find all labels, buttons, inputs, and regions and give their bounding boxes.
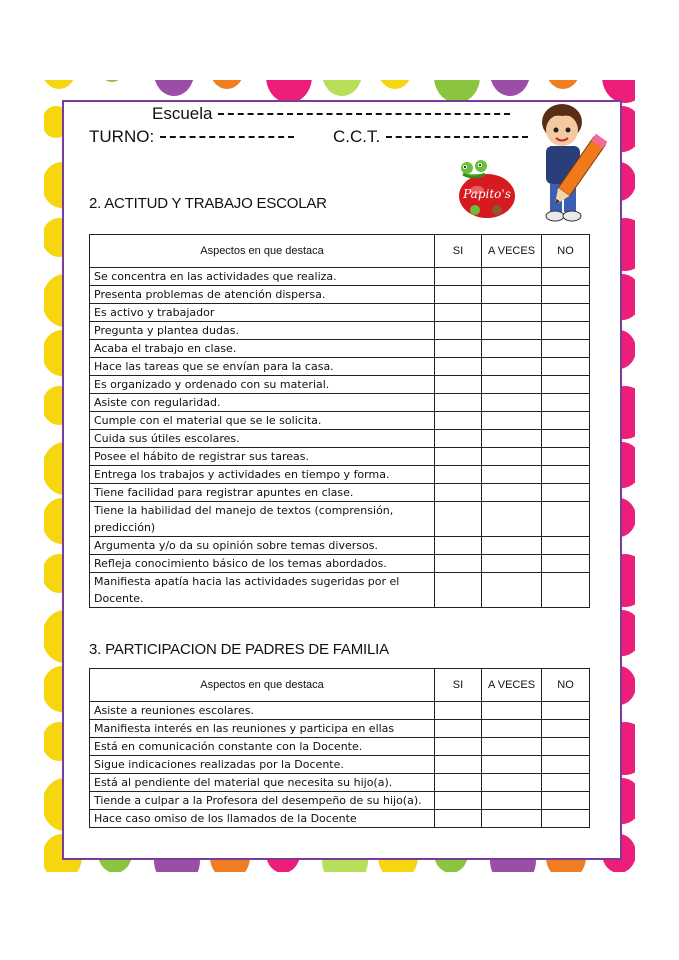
child-with-pencil-illustration [528, 100, 608, 230]
si-checkbox-cell[interactable] [435, 537, 482, 555]
no-checkbox-cell[interactable] [542, 502, 590, 537]
si-checkbox-cell[interactable] [435, 466, 482, 484]
shift-label: TURNO: [89, 127, 155, 146]
a-veces-checkbox-cell[interactable] [482, 412, 542, 430]
aspect-cell: Cuida sus útiles escolares. [90, 430, 435, 448]
table-row [90, 738, 590, 756]
decorative-dot [322, 80, 362, 96]
no-checkbox-cell[interactable] [542, 466, 590, 484]
no-checkbox-cell[interactable] [542, 573, 590, 608]
no-checkbox-cell[interactable] [542, 304, 590, 322]
table-row [90, 412, 590, 430]
table-row [90, 537, 590, 555]
aspect-cell: Está al pendiente del material que necesita su hijo(a). [90, 774, 435, 792]
decorative-dot [154, 80, 194, 96]
a-veces-checkbox-cell[interactable] [482, 376, 542, 394]
si-checkbox-cell[interactable] [435, 430, 482, 448]
a-veces-checkbox-cell[interactable] [482, 340, 542, 358]
table-row [90, 756, 590, 774]
decorative-dot [546, 80, 580, 89]
si-checkbox-cell[interactable] [435, 720, 482, 738]
si-checkbox-cell[interactable] [435, 394, 482, 412]
a-veces-checkbox-cell[interactable] [482, 430, 542, 448]
aspect-cell: Se concentra en las actividades que realiza. [90, 268, 435, 286]
table-row [90, 322, 590, 340]
table-row [90, 448, 590, 466]
col-si: SI [435, 235, 482, 268]
aspect-cell: Entrega los trabajos y actividades en tiempo y forma. [90, 466, 435, 484]
si-checkbox-cell[interactable] [435, 412, 482, 430]
table-row [90, 340, 590, 358]
shift-blank[interactable] [160, 136, 294, 138]
table-row [90, 394, 590, 412]
aspect-cell: Tiende a culpar a la Profesora del desempeño de su hijo(a). [90, 792, 435, 810]
no-checkbox-cell[interactable] [542, 738, 590, 756]
aspect-cell: Tiene la habilidad del manejo de textos (comprensión, predicción) [90, 502, 435, 537]
table-row [90, 702, 590, 720]
no-checkbox-cell[interactable] [542, 555, 590, 573]
no-checkbox-cell[interactable] [542, 340, 590, 358]
col-aspects: Aspectos en que destaca [90, 235, 435, 268]
aspect-cell: Asiste con regularidad. [90, 394, 435, 412]
si-checkbox-cell[interactable] [435, 286, 482, 304]
si-checkbox-cell[interactable] [435, 304, 482, 322]
no-checkbox-cell[interactable] [542, 774, 590, 792]
si-checkbox-cell[interactable] [435, 756, 482, 774]
a-veces-checkbox-cell[interactable] [482, 502, 542, 537]
si-checkbox-cell[interactable] [435, 358, 482, 376]
aspect-cell: Pregunta y plantea dudas. [90, 322, 435, 340]
table-row [90, 573, 590, 608]
aspect-cell: Tiene facilidad para registrar apuntes en clase. [90, 484, 435, 502]
col-no: NO [542, 235, 590, 268]
aspect-cell: Posee el hábito de registrar sus tareas. [90, 448, 435, 466]
aspect-cell: Hace las tareas que se envían para la casa. [90, 358, 435, 376]
a-veces-checkbox-cell[interactable] [482, 304, 542, 322]
no-checkbox-cell[interactable] [542, 286, 590, 304]
si-checkbox-cell[interactable] [435, 376, 482, 394]
no-checkbox-cell[interactable] [542, 484, 590, 502]
a-veces-checkbox-cell[interactable] [482, 358, 542, 376]
si-checkbox-cell[interactable] [435, 340, 482, 358]
cct-line [333, 127, 528, 147]
a-veces-checkbox-cell[interactable] [482, 810, 542, 828]
si-checkbox-cell[interactable] [435, 774, 482, 792]
table-row [90, 810, 590, 828]
attitude-checklist-table [89, 234, 590, 608]
si-checkbox-cell[interactable] [435, 322, 482, 340]
si-checkbox-cell[interactable] [435, 792, 482, 810]
table-row [90, 358, 590, 376]
cct-blank[interactable] [386, 136, 528, 138]
table-row [90, 502, 590, 537]
table-header-row [90, 235, 590, 268]
a-veces-checkbox-cell[interactable] [482, 573, 542, 608]
a-veces-checkbox-cell[interactable] [482, 720, 542, 738]
si-checkbox-cell[interactable] [435, 573, 482, 608]
aspect-cell: Cumple con el material que se le solicita. [90, 412, 435, 430]
si-checkbox-cell[interactable] [435, 502, 482, 537]
col-si: SI [435, 669, 482, 702]
si-checkbox-cell[interactable] [435, 555, 482, 573]
table-header-row [90, 669, 590, 702]
col-a-veces: A VECES [482, 235, 542, 268]
no-checkbox-cell[interactable] [542, 358, 590, 376]
a-veces-checkbox-cell[interactable] [482, 537, 542, 555]
parents-checklist-table [89, 668, 590, 828]
si-checkbox-cell[interactable] [435, 448, 482, 466]
no-checkbox-cell[interactable] [542, 268, 590, 286]
si-checkbox-cell[interactable] [435, 268, 482, 286]
section2-title: 2. ACTITUD Y TRABAJO ESCOLAR [89, 195, 327, 212]
a-veces-checkbox-cell[interactable] [482, 774, 542, 792]
no-checkbox-cell[interactable] [542, 702, 590, 720]
a-veces-checkbox-cell[interactable] [482, 448, 542, 466]
si-checkbox-cell[interactable] [435, 702, 482, 720]
no-checkbox-cell[interactable] [542, 394, 590, 412]
school-blank[interactable] [218, 113, 510, 115]
no-checkbox-cell[interactable] [542, 448, 590, 466]
no-checkbox-cell[interactable] [542, 412, 590, 430]
a-veces-checkbox-cell[interactable] [482, 322, 542, 340]
table-row [90, 792, 590, 810]
table-row [90, 304, 590, 322]
cct-label: C.C.T. [333, 127, 381, 146]
no-checkbox-cell[interactable] [542, 810, 590, 828]
table-row [90, 720, 590, 738]
shift-line [89, 127, 294, 147]
aspect-cell: Hace caso omiso de los llamados de la Docente [90, 810, 435, 828]
aspect-cell: Refleja conocimiento básico de los temas abordados. [90, 555, 435, 573]
aspect-cell: Sigue indicaciones realizadas por la Docente. [90, 756, 435, 774]
a-veces-checkbox-cell[interactable] [482, 702, 542, 720]
no-checkbox-cell[interactable] [542, 537, 590, 555]
aspect-cell: Argumenta y/o da su opinión sobre temas diversos. [90, 537, 435, 555]
aspect-cell: Asiste a reuniones escolares. [90, 702, 435, 720]
aspect-cell: Está en comunicación constante con la Docente. [90, 738, 435, 756]
decorative-dot [210, 80, 244, 89]
col-a-veces: A VECES [482, 669, 542, 702]
aspect-cell: Acaba el trabajo en clase. [90, 340, 435, 358]
table-row [90, 268, 590, 286]
si-checkbox-cell[interactable] [435, 810, 482, 828]
no-checkbox-cell[interactable] [542, 322, 590, 340]
si-checkbox-cell[interactable] [435, 484, 482, 502]
decorative-dot [98, 80, 126, 82]
aspect-cell: Es organizado y ordenado con su material. [90, 376, 435, 394]
table-row [90, 286, 590, 304]
si-checkbox-cell[interactable] [435, 738, 482, 756]
decorative-dot [490, 80, 530, 96]
col-no: NO [542, 669, 590, 702]
a-veces-checkbox-cell[interactable] [482, 286, 542, 304]
a-veces-checkbox-cell[interactable] [482, 268, 542, 286]
aspect-cell: Manifiesta apatía hacia las actividades sugeridas por el Docente. [90, 573, 435, 608]
a-veces-checkbox-cell[interactable] [482, 466, 542, 484]
a-veces-checkbox-cell[interactable] [482, 394, 542, 412]
a-veces-checkbox-cell[interactable] [482, 555, 542, 573]
a-veces-checkbox-cell[interactable] [482, 756, 542, 774]
no-checkbox-cell[interactable] [542, 756, 590, 774]
no-checkbox-cell[interactable] [542, 720, 590, 738]
no-checkbox-cell[interactable] [542, 376, 590, 394]
table-row [90, 484, 590, 502]
table-row [90, 376, 590, 394]
a-veces-checkbox-cell[interactable] [482, 738, 542, 756]
decorative-dot [378, 80, 412, 89]
section3-title: 3. PARTICIPACION DE PADRES DE FAMILIA [89, 641, 389, 658]
table-row [90, 466, 590, 484]
aspect-cell: Manifiesta interés en las reuniones y participa en ellas [90, 720, 435, 738]
aspect-cell: Es activo y trabajador [90, 304, 435, 322]
col-aspects: Aspectos en que destaca [90, 669, 435, 702]
no-checkbox-cell[interactable] [542, 792, 590, 810]
table-row [90, 430, 590, 448]
decorative-dot [44, 80, 76, 89]
a-veces-checkbox-cell[interactable] [482, 792, 542, 810]
table-row [90, 774, 590, 792]
school-label: Escuela [152, 104, 213, 123]
logo-text: Papito's [463, 187, 511, 201]
papitos-apple-logo [453, 158, 521, 220]
school-line [152, 104, 510, 124]
no-checkbox-cell[interactable] [542, 430, 590, 448]
aspect-cell: Presenta problemas de atención dispersa. [90, 286, 435, 304]
table-row [90, 555, 590, 573]
a-veces-checkbox-cell[interactable] [482, 484, 542, 502]
